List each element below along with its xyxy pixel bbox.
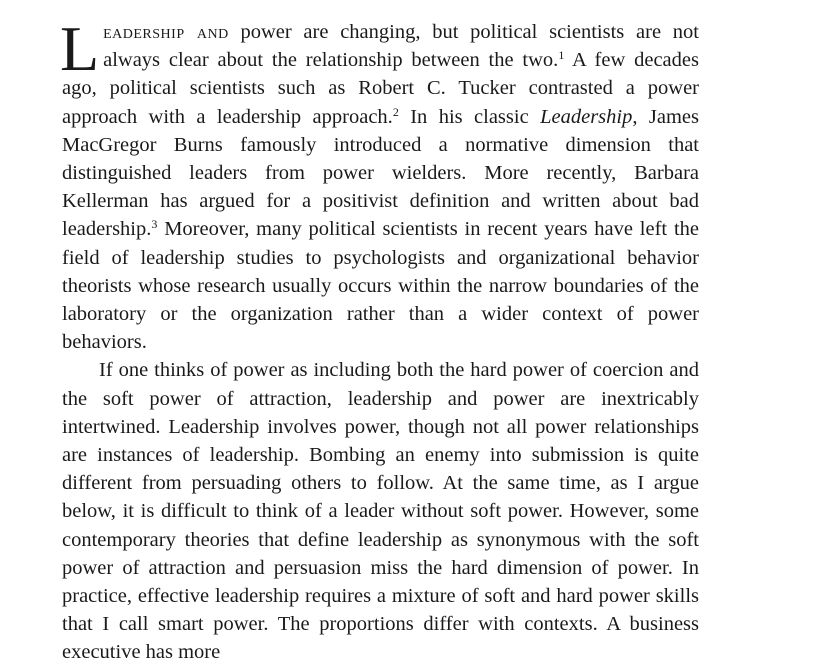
paragraph-1 <box>60 13 699 356</box>
small-caps-lead-in: eadership and <box>103 21 229 43</box>
footnote-marker-1: 1 <box>558 48 565 63</box>
book-page-text <box>60 13 699 667</box>
paragraph-1-segment-4: , James MacGregor Burns famously introduced a normative dimension that distinguished leaders from power wielders. More recently, Barbara Kellerman has argued for a positivist definition and written about bad leadership. <box>62 105 699 241</box>
footnote-marker-2: 2 <box>392 104 399 119</box>
paragraph-1-segment-5: Moreover, many political scientists in recent years have left the field of leadership studies to psychologists and organizational behavior theorists whose research usually occurs within the narrow boundaries of the laboratory or the organization rather than a wider context of power behaviors. <box>62 218 699 354</box>
drop-cap: L <box>60 13 100 84</box>
paragraph-1-segment-1: power are changing, but political scientists are not always clear about the relationship between the two. <box>103 21 699 72</box>
paragraph-1-segment-2: A few decades ago, political scientists such as Robert C. Tucker contrasted a power approach with a leadership approach. <box>62 49 699 128</box>
footnote-marker-3: 3 <box>151 217 158 232</box>
book-title-leadership: Leadership <box>540 105 633 128</box>
paragraph-1-segment-3: In his classic <box>398 105 541 128</box>
paragraph-2: If one thinks of power as including both the hard power of coercion and the soft power of attraction, leadership and power are inextricably intertwined. Leadership involves power, though not all power relationships are instances of leadership. Bombing an enemy into submission is quite different from persuading others to follow. At the same time, as I argue below, it is difficult to think of a leader without soft power. However, some contemporary theories that define leadership as synonymous with the soft power of attraction and persuasion miss the hard dimension of power. In practice, effective leadership requires a mixture of soft and hard power skills that I call smart power. The proportions differ with contexts. A business executive has more <box>62 359 699 664</box>
